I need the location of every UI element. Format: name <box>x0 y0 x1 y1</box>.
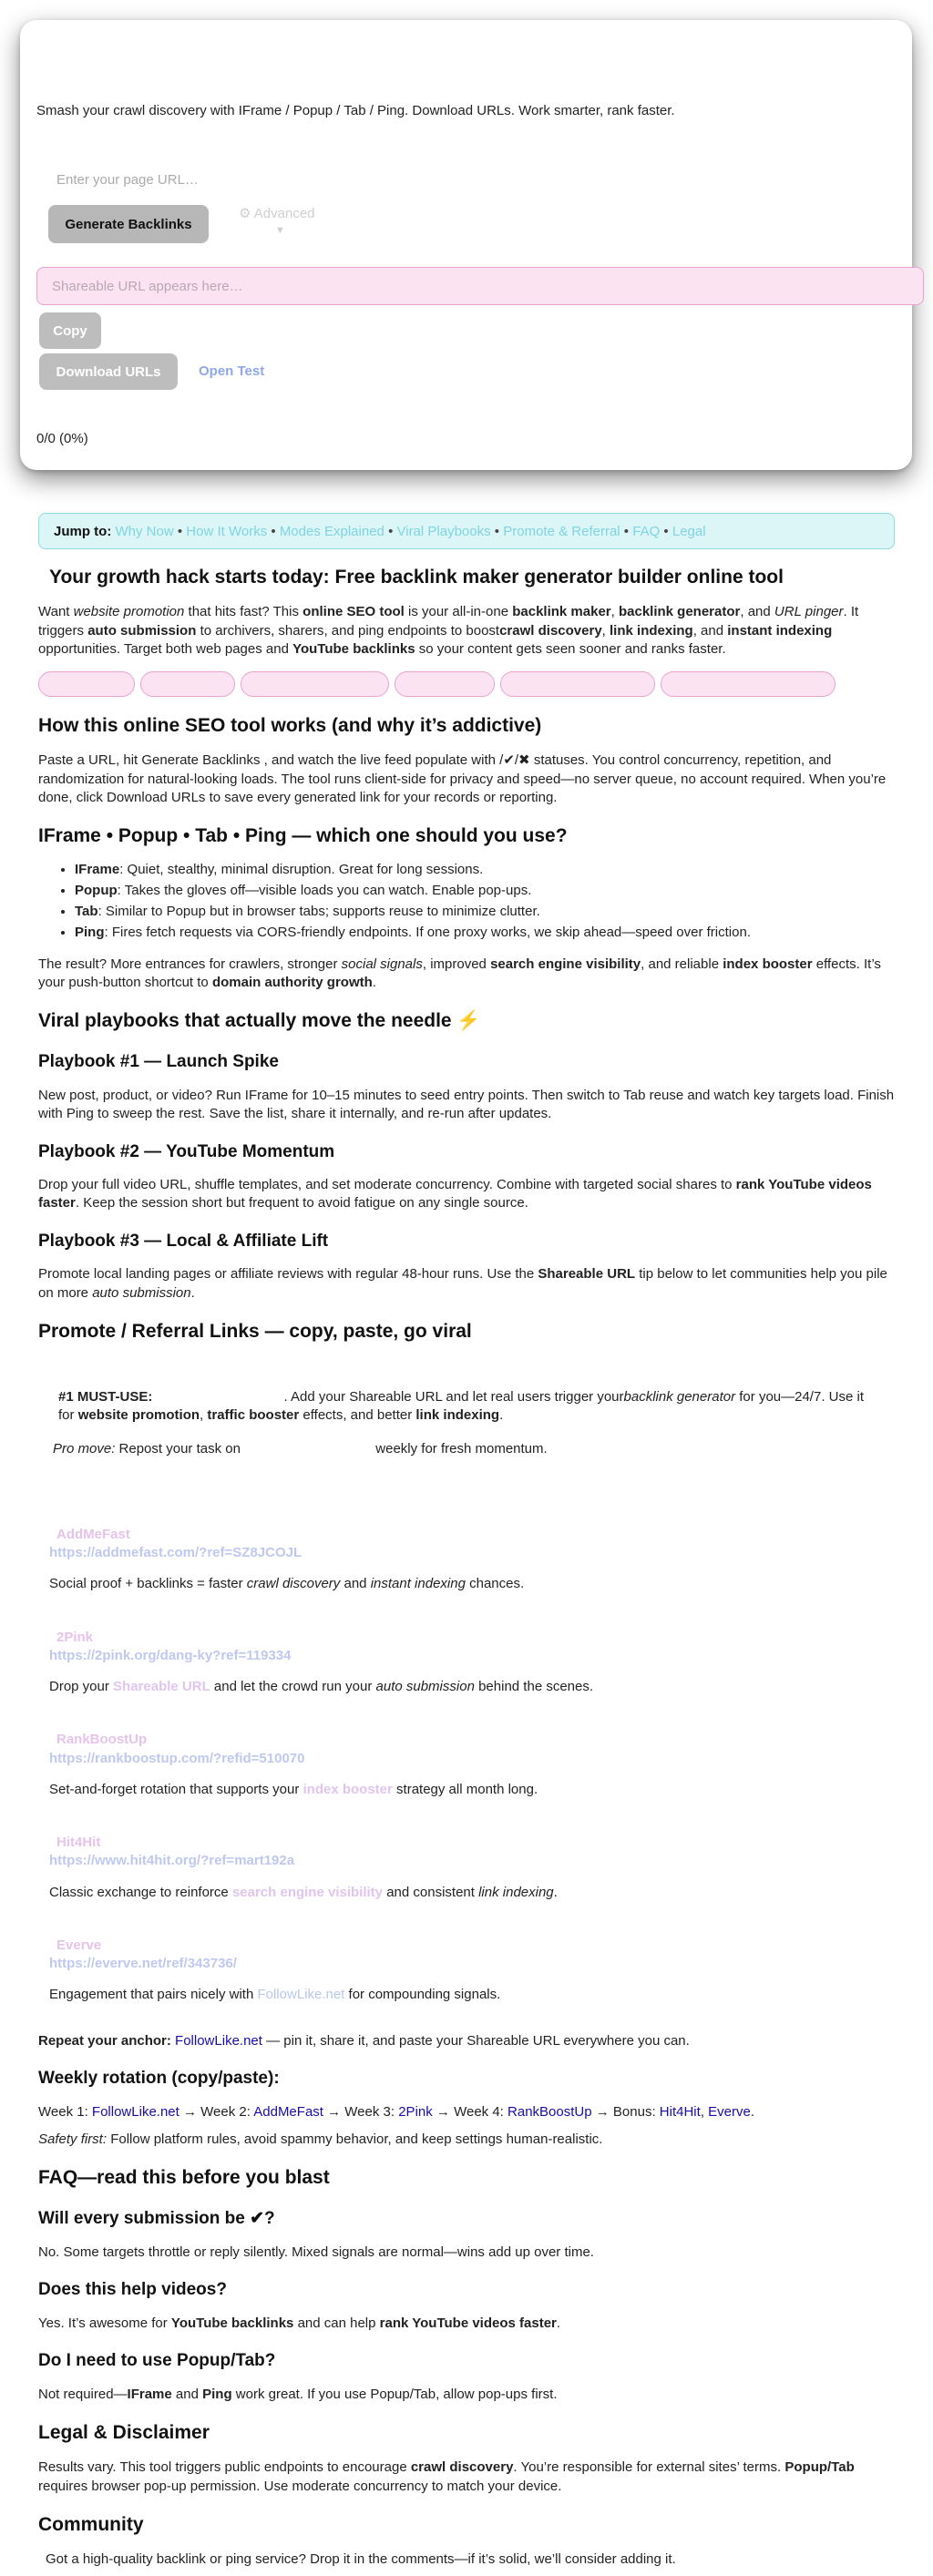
tool-card <box>20 20 912 470</box>
referral-name: Everve <box>56 1937 102 1953</box>
list-item: • Popup: Takes the gloves off—visible loads you can watch. Enable pop-ups. <box>75 882 895 900</box>
progress-counter: 0/0 (0%) <box>36 431 88 446</box>
separator: • <box>623 524 630 539</box>
legal-heading: Legal & Disclaimer <box>38 2422 210 2444</box>
referral-everve <box>38 1937 895 2005</box>
referral-rankboostup <box>38 1731 895 1799</box>
tool-tagline: Smash your crawl discovery with IFrame / Popup / Tab / Ping. Download URLs. Work smarter, rank faster. <box>36 103 675 118</box>
jump-link-modes[interactable]: Modes Explained <box>279 524 384 539</box>
playbook-1-heading: Playbook #1 — Launch Spike <box>38 1052 279 1072</box>
faq-answer: Yes. It’s awesome for YouTube backlinks and can help rank YouTube videos faster. <box>38 2315 561 2331</box>
separator: • <box>388 524 394 539</box>
rotation-link-rankboostup[interactable]: RankBoostUp <box>508 2103 592 2120</box>
modes-list <box>75 861 895 943</box>
safety-paragraph: Safety first: Follow platform rules, avoid spammy behavior, and keep settings human-realistic. <box>38 2131 603 2147</box>
must-use-text: #1 MUST-USE: . Add your Shareable URL and let real users trigger yourbacklink generator for you—24/7. Use it for website promotion, traffic booster effects, and better link indexing. <box>58 1389 864 1424</box>
modes-result-paragraph: The result? More entrances for crawlers, stronger social signals, improved search engine visibility, and reliable index booster effects. It’s your push-button shortcut to domain authority growth. <box>38 956 881 990</box>
jump-to-nav <box>38 513 895 549</box>
rotation-heading: Weekly rotation (copy/paste): <box>38 2068 280 2088</box>
must-use-box <box>38 1361 895 1467</box>
faq-answer: Not required—IFrame and Ping work great. If you use Popup/Tab, allow pop-ups first. <box>38 2386 558 2402</box>
playbook-3-heading: Playbook #3 — Local & Affiliate Lift <box>38 1231 329 1251</box>
referral-desc: Classic exchange to reinforce search engine visibility and consistent link indexing. <box>49 1884 558 1900</box>
how-it-works-heading: How this online SEO tool works (and why it’s addictive) <box>38 715 542 737</box>
referral-link[interactable]: https://addmefast.com/?ref=SZ8JCOJL <box>49 1545 302 1561</box>
page-title: Your growth hack starts today: Free backlink maker generator builder online tool <box>49 567 784 588</box>
jump-link-playbooks[interactable]: Viral Playbooks <box>396 524 491 539</box>
separator: • <box>494 524 500 539</box>
advanced-toggle[interactable]: ⚙ Advanced <box>239 206 315 221</box>
referral-link[interactable]: https://www.hit4hit.org/?ref=mart192a <box>49 1853 295 1869</box>
faq-question: Does this help videos? <box>38 2280 227 2300</box>
referral-hit4hit <box>38 1834 895 1902</box>
community-paragraph: Got a high-quality backlink or ping service? Drop it in the comments—if it’s solid, we’ll consider adding it. <box>46 2551 676 2568</box>
referral-name: AddMeFast <box>56 1526 130 1542</box>
download-urls-button[interactable]: Download URLs <box>39 353 178 390</box>
referral-desc: Engagement that pairs nicely with FollowLike.net for compounding signals. <box>49 1987 501 2003</box>
referral-name: Hit4Hit <box>56 1835 101 1851</box>
intro-paragraph: Want website promotion that hits fast? This online SEO tool is your all-in-one backlink maker, backlink generator, and URL pinger. It triggers auto submission to archivers, sharers, and ping endpoints to boostcrawl discovery, link indexing, and instant indexing opportunities. Target both web pages and YouTube backlinks so your content gets seen sooner and ranks faster. <box>38 604 859 657</box>
referral-desc: Set-and-forget rotation that supports your index booster strategy all month long. <box>49 1781 538 1797</box>
rotation-link-addmefast[interactable]: AddMeFast <box>253 2103 323 2120</box>
rotation-paragraph: Week 1: FollowLike.net → Week 2: AddMeFast → Week 3: 2Pink → Week 4: RankBoostUp → Bonus: Hit4Hit, Everve. <box>38 2103 755 2120</box>
shareable-url-field[interactable] <box>36 267 924 305</box>
modes-heading: IFrame • Popup • Tab • Ping — which one should you use? <box>38 825 568 847</box>
legal-paragraph: Results vary. This tool triggers public endpoints to encourage crawl discovery. You’re responsible for external sites’ terms. Popup/Tab requires browser pop-up permission. Use moderate concurrency to match your device. <box>38 2459 855 2494</box>
faq-heading: FAQ—read this before you blast <box>38 2167 330 2189</box>
separator: • <box>663 524 669 539</box>
generate-backlinks-button[interactable]: Generate Backlinks <box>48 205 209 243</box>
open-test-link[interactable]: Open Test <box>199 363 265 379</box>
jump-link-why-now[interactable]: Why Now <box>115 524 174 539</box>
faq-answer: No. Some targets throttle or reply silently. Mixed signals are normal—wins add up over time. <box>38 2244 594 2261</box>
followlike-link[interactable]: FollowLike.net <box>175 2032 262 2049</box>
separator: • <box>271 524 276 539</box>
chevron-down-icon[interactable]: ▼ <box>275 225 285 236</box>
article-content <box>38 513 895 2569</box>
playbooks-heading: Viral playbooks that actually move the needle ⚡ <box>38 1010 481 1032</box>
list-item: • Ping: Fires fetch requests via CORS-friendly endpoints. If one proxy works, we skip ahead—speed over friction. <box>75 924 895 942</box>
referral-desc: Social proof + backlinks = faster crawl discovery and instant indexing chances. <box>49 1576 525 1592</box>
copy-button[interactable]: Copy <box>39 312 101 349</box>
playbook-2-text: Drop your full video URL, shuffle templates, and set moderate concurrency. Combine with targeted social shares to rank YouTube videos faster. Keep the session short but frequent to avoid fatigue on any single source. <box>38 1177 872 1211</box>
rotation-link-2pink[interactable]: 2Pink <box>398 2103 433 2120</box>
referral-desc: Drop your Shareable URL and let the crowd run your auto submission behind the scenes. <box>49 1679 594 1695</box>
share-chip[interactable] <box>38 671 135 697</box>
page-url-input[interactable] <box>56 164 512 195</box>
rotation-link-followlike[interactable]: FollowLike.net <box>91 2103 179 2120</box>
rotation-link-everve[interactable]: Everve <box>708 2103 751 2120</box>
referral-link[interactable]: https://everve.net/ref/343736/ <box>49 1956 237 1972</box>
share-chip[interactable] <box>140 671 235 697</box>
separator: • <box>177 524 183 539</box>
playbook-2-heading: Playbook #2 — YouTube Momentum <box>38 1141 335 1161</box>
referral-2pink <box>38 1629 895 1697</box>
anchor-paragraph: Repeat your anchor: FollowLike.net — pin it, share it, and paste your Shareable URL everywhere you can. <box>38 2032 690 2049</box>
playbook-3-text: Promote local landing pages or affiliate reviews with regular 48-hour runs. Use the Shareable URL tip below to let communities help you pile on more auto submission. <box>38 1266 887 1301</box>
jump-label: Jump to: <box>54 524 112 539</box>
faq-question: Will every submission be ✔? <box>38 2209 275 2229</box>
share-chips <box>38 671 895 697</box>
faq-question: Do I need to use Popup/Tab? <box>38 2351 276 2371</box>
share-chip[interactable] <box>661 671 836 697</box>
rotation-link-hit4hit[interactable]: Hit4Hit <box>659 2103 701 2120</box>
referral-link[interactable]: https://rankboostup.com/?refid=510070 <box>49 1750 305 1766</box>
referral-link[interactable]: https://2pink.org/dang-ky?ref=119334 <box>49 1647 292 1663</box>
list-item: • Tab: Similar to Popup but in browser tabs; supports reuse to minimize clutter. <box>75 903 895 921</box>
share-chip[interactable] <box>241 671 389 697</box>
referral-addmefast <box>38 1526 895 1594</box>
how-it-works-paragraph: Paste a URL, hit Generate Backlinks , and watch the live feed populate with /✔/✖ statuses. You control concurrency, repetition, and randomization for natural-looking loads. The tool runs client-side for privacy and speed—no server queue, no account required. When you’re done, click Download URLs to save every generated link for your records or reporting. <box>38 752 887 805</box>
jump-link-legal[interactable]: Legal <box>672 524 706 539</box>
referral-name: 2Pink <box>56 1629 94 1645</box>
list-item: • IFrame: Quiet, stealthy, minimal disruption. Great for long sessions. <box>75 861 895 879</box>
share-chip[interactable] <box>500 671 655 697</box>
referral-name: RankBoostUp <box>56 1732 148 1748</box>
pro-move-text: Pro move: Repost your task on weekly for fresh momentum. <box>53 1440 548 1457</box>
jump-link-faq[interactable]: FAQ <box>632 524 661 539</box>
jump-link-how-it-works[interactable]: How It Works <box>186 524 268 539</box>
promote-heading: Promote / Referral Links — copy, paste, go viral <box>38 1320 472 1342</box>
community-heading: Community <box>38 2513 144 2535</box>
playbook-1-text: New post, product, or video? Run IFrame for 10–15 minutes to seed entry points. Then switch to Tab reuse and watch key targets load. Finish with Ping to sweep the rest. Save the list, share it internally, and re-run after updates. <box>38 1088 895 1122</box>
jump-link-promote[interactable]: Promote & Referral <box>503 524 620 539</box>
share-chip[interactable] <box>395 671 495 697</box>
